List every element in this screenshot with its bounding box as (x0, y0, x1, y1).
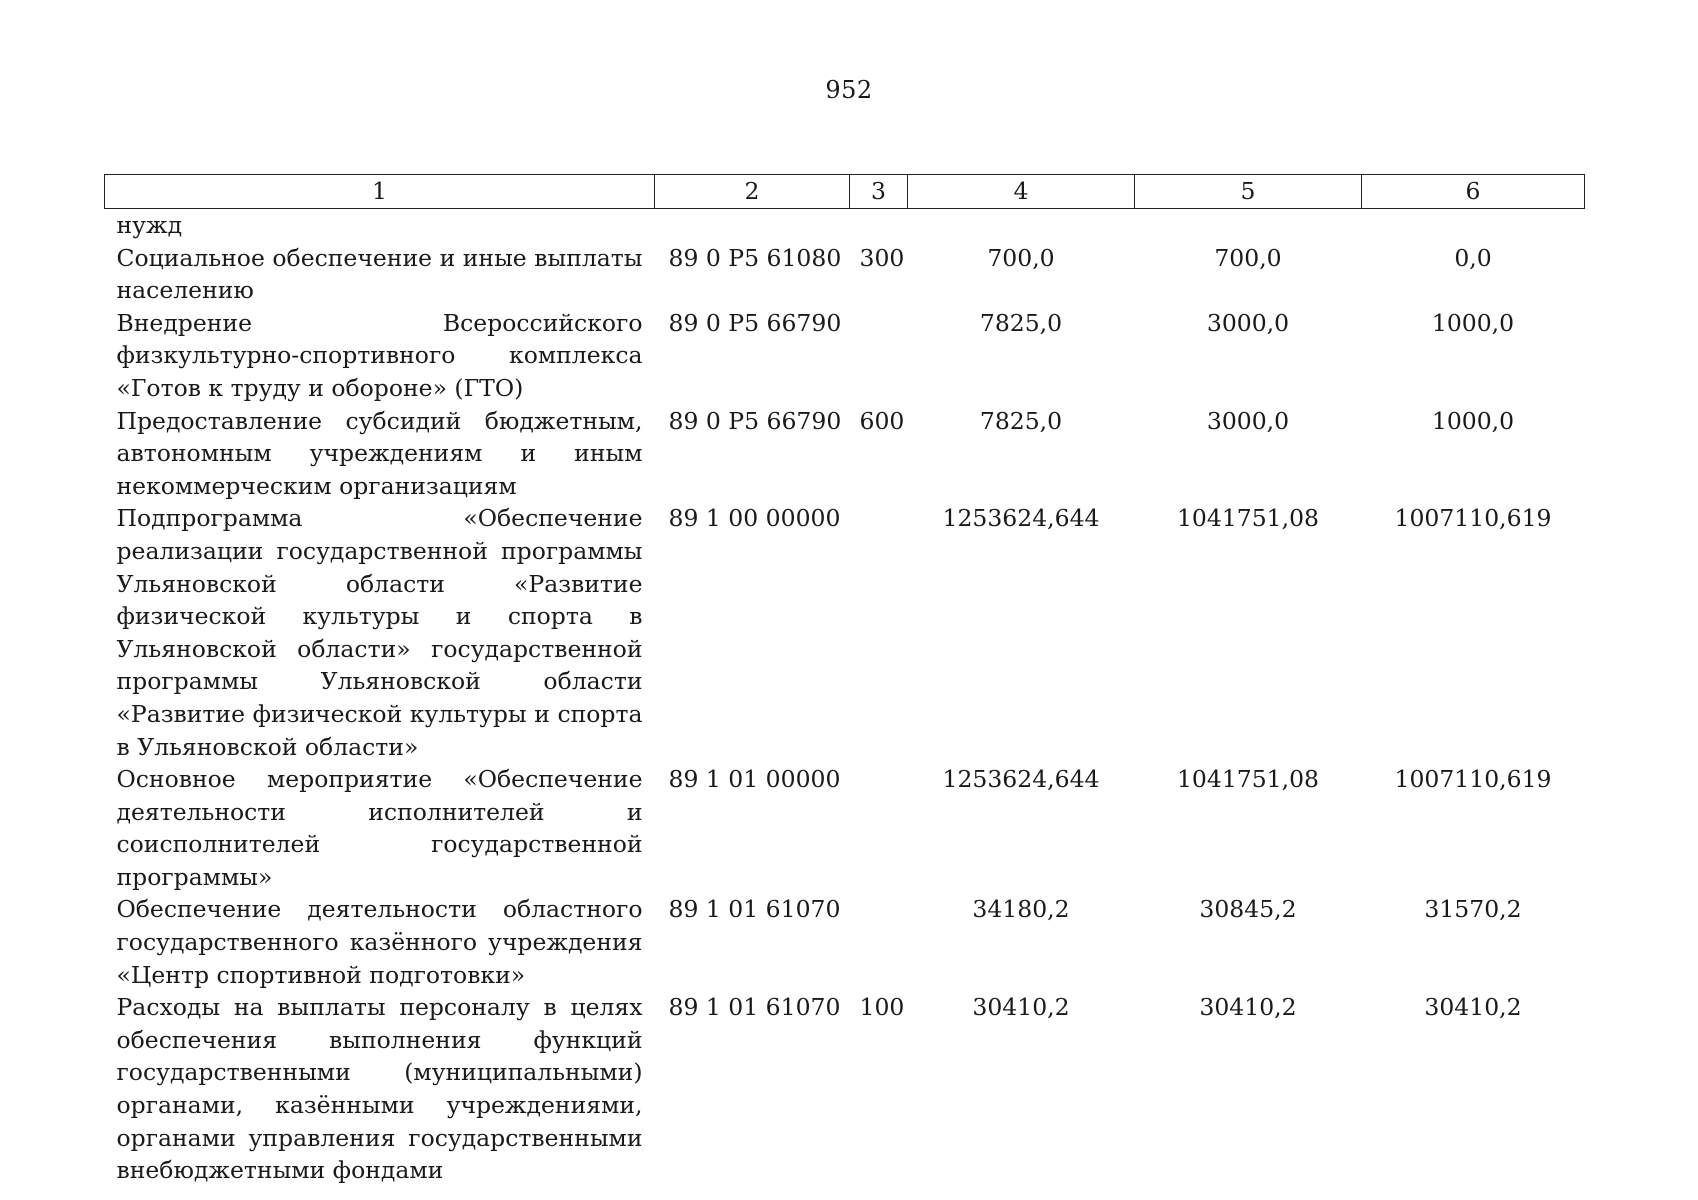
header-col-2: 2 (655, 175, 850, 209)
row-value-5: 1041751,08 (1176, 765, 1320, 794)
row-value-6: 1007110,619 (1394, 765, 1552, 794)
row-value-5: 700,0 (1214, 243, 1282, 272)
table-row (105, 502, 1585, 763)
row-value-5 (1135, 209, 1362, 242)
row-value-4: 700,0 (987, 243, 1055, 272)
header-col-5: 5 (1135, 175, 1362, 209)
row-value-4: 1253624,644 (942, 504, 1100, 533)
header-col-6: 6 (1362, 175, 1585, 209)
row-kind (850, 893, 908, 991)
row-value-6: 0,0 (1454, 243, 1492, 272)
row-kind (850, 209, 908, 242)
table-row (105, 405, 1585, 503)
row-value-6: 1007110,619 (1394, 504, 1552, 533)
row-code: 89 1 01 61070 (668, 895, 841, 924)
row-name: Обеспечение деятельности областного государственного казённого учреждения «Центр спортивной подготовки» (116, 895, 643, 989)
row-name: Подпрограмма «Обеспечение реализации государственной программы Ульяновской области «Развитие физической культуры и спорта в Ульяновской области» государственной программы Ульяновской области «Развитие физической культуры и спорта в Ульяновской области» (116, 504, 643, 761)
row-name: нужд (116, 211, 183, 239)
row-value-6 (1362, 209, 1585, 242)
row-kind: 300 (859, 243, 905, 272)
row-name: Основное мероприятие «Обеспечение деятельности исполнителей и соисполнителей государственной программы» (116, 765, 643, 891)
row-name: Предоставление субсидий бюджетным, автономным учреждениям и иным некоммерческим организациям (116, 406, 643, 500)
row-code: 89 1 01 00000 (668, 765, 841, 794)
row-value-4: 7825,0 (979, 406, 1063, 435)
row-kind: 600 (859, 406, 905, 435)
row-name: Внедрение Всероссийского физкультурно-спортивного комплекса «Готов к труду и обороне» (ГТО) (116, 308, 643, 402)
row-kind (850, 763, 908, 893)
header-col-3: 3 (850, 175, 908, 209)
table-header (105, 175, 1585, 209)
row-value-6: 1000,0 (1431, 308, 1515, 337)
row-value-4: 30410,2 (972, 993, 1070, 1022)
row-value-6: 31570,2 (1424, 895, 1522, 924)
row-kind (850, 307, 908, 405)
table-row (105, 242, 1585, 307)
row-code: 89 0 P5 66790 (668, 308, 842, 337)
row-value-6: 1000,0 (1431, 406, 1515, 435)
table-row (105, 893, 1585, 991)
row-name: Социальное обеспечение и иные выплаты населению (116, 243, 643, 305)
row-value-5: 3000,0 (1206, 406, 1290, 435)
row-code: 89 0 P5 61080 (668, 243, 842, 272)
budget-table (104, 174, 1585, 1187)
row-name: Расходы на выплаты персоналу в целях обеспечения выполнения функций государственными (муниципальными) органами, казёнными учреждениями, органами управления государственными внебюджетными фондами (116, 993, 643, 1185)
row-value-4 (908, 209, 1135, 242)
row-value-4: 34180,2 (972, 895, 1070, 924)
row-kind: 100 (859, 993, 905, 1022)
row-code: 89 0 P5 66790 (668, 406, 842, 435)
table-row (105, 763, 1585, 893)
row-value-5: 30845,2 (1199, 895, 1297, 924)
row-value-5: 30410,2 (1199, 993, 1297, 1022)
row-value-5: 3000,0 (1206, 308, 1290, 337)
table-row (105, 307, 1585, 405)
row-kind (850, 502, 908, 763)
table-row (105, 991, 1585, 1187)
table-row (105, 209, 1585, 242)
header-col-1: 1 (105, 175, 655, 209)
page-number: 952 (825, 76, 873, 104)
row-code (655, 209, 850, 242)
row-code: 89 1 01 61070 (668, 993, 841, 1022)
header-row (105, 175, 1585, 209)
row-value-5: 1041751,08 (1176, 504, 1320, 533)
row-value-4: 7825,0 (979, 308, 1063, 337)
row-code: 89 1 00 00000 (668, 504, 841, 533)
row-value-4: 1253624,644 (942, 765, 1100, 794)
header-col-4: 4 (908, 175, 1135, 209)
table-body (105, 209, 1585, 1187)
row-value-6: 30410,2 (1424, 993, 1522, 1022)
